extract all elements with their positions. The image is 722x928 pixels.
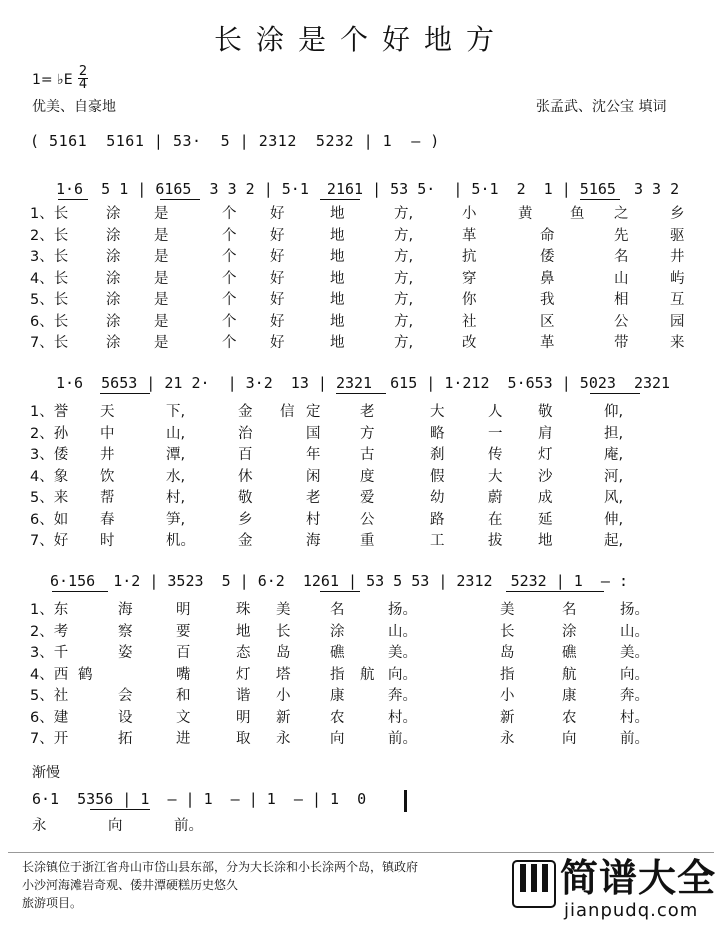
ending-notes: 6·1 5356 | 1 – | 1 – | 1 – | 1 0: [32, 790, 367, 808]
verse-row: 6、建 设 文 明 新 农 村。 新 农 村。: [30, 709, 649, 726]
footer-line1: 长涂镇位于浙江省舟山市岱山县东部，分为大长涂和小长涂两个岛，镇政府: [22, 860, 419, 874]
verse-row: 4、西 鹤 嘴 灯 塔 指 航 向。 指 航 向。: [30, 666, 649, 683]
beam: [320, 591, 360, 592]
beam: [336, 393, 386, 394]
verse-row: 3、千 姿 百 态 岛 礁 美。 岛 礁 美。: [30, 645, 649, 661]
verse-row: 6、如 春 笋, 乡 村 公 路 在 延 伸,: [30, 511, 624, 528]
credits: 张孟武、沈公宝 填词: [536, 99, 667, 115]
verse-row: 7、好 时 机。 金 海 重 工 拔 地 起,: [30, 533, 624, 549]
beam: [320, 199, 360, 200]
watermark-logo-cn: 简谱大全: [560, 856, 717, 900]
beam: [100, 393, 150, 394]
intro-line: ( 5161 5161 | 53· 5 | 2312 5232 | 1 – ): [30, 132, 440, 150]
verse-row: 2、长 涂 是 个 好 地 方, 革 命 先 驱: [30, 227, 685, 244]
verse-row: 7、长 涂 是 个 好 地 方, 改 革 带 来: [30, 335, 685, 351]
verse-row: 4、象 饮 水, 休 闲 度 假 大 沙 河,: [30, 468, 624, 485]
verse-row: 2、孙 中 山, 治 国 方 略 一 肩 担,: [30, 425, 624, 442]
ending-tempo-mark: 渐慢: [32, 765, 60, 781]
system2-notes: 1·6 5653 | 21 2· | 3·2 13 | 2321 615 | 1·212 5·653 | 5023 2321: [56, 374, 671, 392]
system3-notes: 6·156 1·2 | 3523 5 | 6·2 1261 | 53 5 53 | 2312 5232 | 1 – :: [50, 572, 628, 590]
verse-row: 1、东 海 明 珠 美 名 扬。 美 名 扬。: [30, 602, 649, 618]
verse-row: 7、开 拓 进 取 永 向 前。 永 向 前。: [30, 731, 649, 747]
ending-lyrics: 永 向 前。: [32, 818, 203, 834]
beam: [160, 199, 200, 200]
final-barline: [404, 790, 407, 812]
verse-row: 5、社 会 和 谐 小 康 奔。 小 康 奔。: [30, 688, 649, 704]
verse-row: 3、长 涂 是 个 好 地 方, 抗 倭 名 井: [30, 249, 685, 265]
beam: [590, 393, 640, 394]
beam: [58, 199, 88, 200]
time-signature-bottom: 4: [78, 77, 88, 92]
verse-row: 4、长 涂 是 个 好 地 方, 穿 鼻 山 屿: [30, 270, 685, 287]
footer-line2: 小沙河海滩岩奇观、倭井潭硬糕历史悠久: [22, 878, 239, 892]
verse-row: 6、长 涂 是 个 好 地 方, 社 区 公 园: [30, 313, 685, 330]
time-signature: [78, 66, 88, 91]
verse-row: 5、来 帮 村, 敬 老 爱 幼 蔚 成 风,: [30, 490, 624, 506]
beam: [52, 591, 108, 592]
piano-keys-icon: [512, 860, 556, 908]
key-signature: [32, 72, 73, 88]
verse-row: 1、长 涂 是 个 好 地 方, 小 黄 鱼 之 乡: [30, 206, 685, 222]
verse-row: 3、倭 井 潭, 百 年 古 刹 传 灯 庵,: [30, 447, 624, 463]
watermark-logo-en: jianpudq.com: [564, 900, 699, 921]
verse-row: 5、长 涂 是 个 好 地 方, 你 我 相 互: [30, 292, 685, 308]
beam: [506, 591, 604, 592]
time-signature-top: 2: [78, 64, 88, 79]
page-title: 长涂是个好地方: [213, 23, 508, 56]
tempo-mark: 优美、自豪地: [32, 99, 116, 115]
key-signature-text: 1= ♭E: [32, 72, 73, 88]
beam: [90, 809, 150, 810]
beam: [580, 199, 620, 200]
verse-row: 1、誉 天 下, 金 信 定 老 大 人 敬 仰,: [30, 404, 624, 420]
system1-notes: 1·6 5 1 | 6165 3 3 2 | 5·1 2161 | 53 5· | 5·1 2 1 | 5165 3 3 2: [56, 180, 680, 198]
verse-row: 2、考 察 要 地 长 涂 山。 长 涂 山。: [30, 623, 649, 640]
footer-description: [22, 858, 502, 912]
footer-line3: 旅游项目。: [22, 896, 83, 910]
